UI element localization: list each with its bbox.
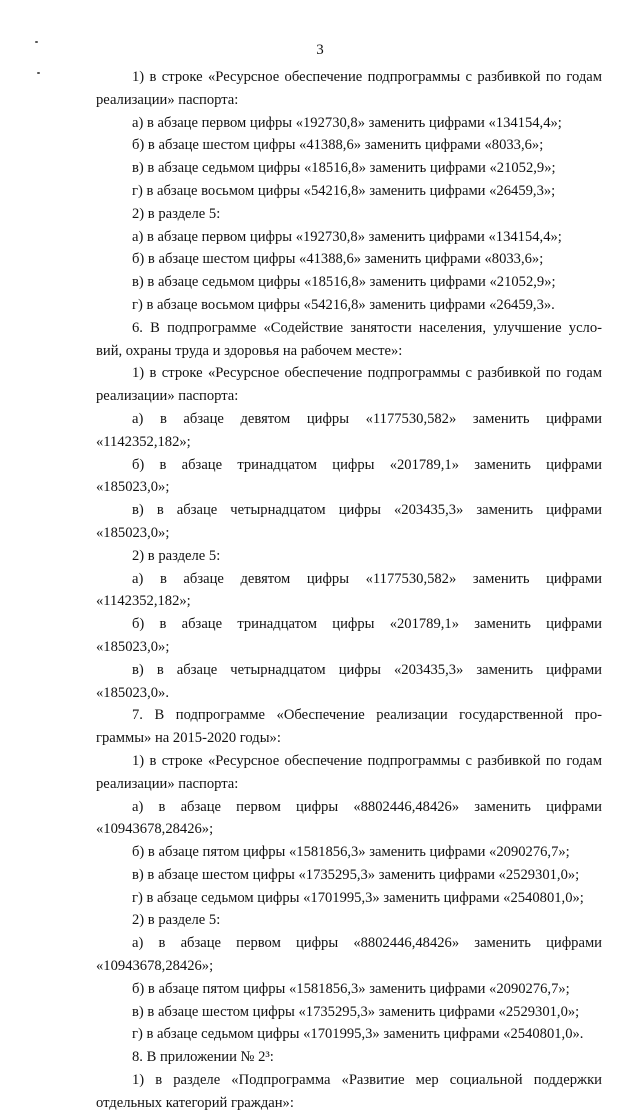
document-body — [96, 66, 602, 1115]
page-number: 3 — [316, 42, 324, 58]
text-line: б) в абзаце тринадцатом цифры «201789,1» заменить цифрами — [132, 616, 602, 633]
text-line: г) в абзаце седьмом цифры «1701995,3» заменить цифрами «2540801,0». — [132, 1026, 584, 1043]
text-line: б) в абзаце пятом цифры «1581856,3» заменить цифрами «2090276,7»; — [132, 844, 570, 861]
text-line: а) в абзаце первом цифры «192730,8» заменить цифрами «134154,4»; — [132, 114, 562, 131]
text-line: «1142352,182»; — [96, 593, 191, 610]
text-line: реализации» паспорта: — [96, 91, 239, 108]
text-line: 2) в разделе 5: — [132, 547, 221, 564]
text-line: б) в абзаце шестом цифры «41388,6» заменить цифрами «8033,6»; — [132, 137, 544, 154]
text-line: в) в абзаце шестом цифры «1735295,3» заменить цифрами «2529301,0»; — [132, 866, 580, 883]
text-line: 7. В подпрограмме «Обеспечение реализации государственной про- — [132, 707, 602, 724]
text-line: г) в абзаце восьмом цифры «54216,8» заменить цифрами «26459,3». — [132, 296, 555, 313]
text-line: в) в абзаце четырнадцатом цифры «203435,3» заменить цифрами — [132, 502, 602, 519]
text-line: б) в абзаце шестом цифры «41388,6» заменить цифрами «8033,6»; — [132, 251, 544, 268]
text-line: а) в абзаце первом цифры «8802446,48426» заменить цифрами — [132, 798, 602, 815]
text-line: 1) в разделе «Подпрограмма «Развитие мер социальной поддержки — [132, 1072, 602, 1089]
text-line: «185023,0». — [96, 684, 169, 701]
text-line: «10943678,28426»; — [96, 958, 214, 975]
text-line: а) в абзаце первом цифры «192730,8» заменить цифрами «134154,4»; — [132, 228, 562, 245]
text-line: 1) в строке «Ресурсное обеспечение подпрограммы с разбивкой по годам — [132, 752, 602, 769]
text-line: в) в абзаце седьмом цифры «18516,8» заменить цифрами «21052,9»; — [132, 160, 556, 177]
text-line: граммы» на 2015-2020 годы»: — [96, 730, 281, 747]
text-line: реализации» паспорта: — [96, 775, 239, 792]
text-line: а) в абзаце первом цифры «8802446,48426» заменить цифрами — [132, 935, 602, 952]
text-line: 2) в разделе 5: — [132, 912, 221, 929]
text-line: 6. В подпрограмме «Содействие занятости населения, улучшение усло- — [132, 319, 602, 336]
text-line: вий, охраны труда и здоровья на рабочем месте»: — [96, 342, 403, 359]
text-line: 1) в строке «Ресурсное обеспечение подпрограммы с разбивкой по годам — [132, 365, 602, 382]
text-line: б) в абзаце пятом цифры «1581856,3» заменить цифрами «2090276,7»; — [132, 980, 570, 997]
text-line: «185023,0»; — [96, 524, 170, 541]
text-line: 8. В приложении № 2³: — [132, 1049, 274, 1066]
text-line: отдельных категорий граждан»: — [96, 1094, 294, 1111]
text-line: в) в абзаце седьмом цифры «18516,8» заменить цифрами «21052,9»; — [132, 274, 556, 291]
text-line: «185023,0»; — [96, 479, 170, 496]
text-line: а) в абзаце девятом цифры «1177530,582» заменить цифрами — [132, 570, 602, 587]
scan-speck — [37, 72, 40, 74]
text-line: 2) в разделе 5: — [132, 205, 221, 222]
text-line: «1142352,182»; — [96, 433, 191, 450]
text-line: «185023,0»; — [96, 638, 170, 655]
text-line: г) в абзаце восьмом цифры «54216,8» заменить цифрами «26459,3»; — [132, 182, 556, 199]
text-line: в) в абзаце четырнадцатом цифры «203435,3» заменить цифрами — [132, 661, 602, 678]
text-line: б) в абзаце тринадцатом цифры «201789,1» заменить цифрами — [132, 456, 602, 473]
text-line: реализации» паспорта: — [96, 388, 239, 405]
text-line: а) в абзаце девятом цифры «1177530,582» заменить цифрами — [132, 410, 602, 427]
text-line: г) в абзаце седьмом цифры «1701995,3» заменить цифрами «2540801,0»; — [132, 889, 584, 906]
text-line: в) в абзаце шестом цифры «1735295,3» заменить цифрами «2529301,0»; — [132, 1003, 580, 1020]
text-line: 1) в строке «Ресурсное обеспечение подпрограммы с разбивкой по годам — [132, 69, 602, 85]
text-line: «10943678,28426»; — [96, 821, 214, 838]
